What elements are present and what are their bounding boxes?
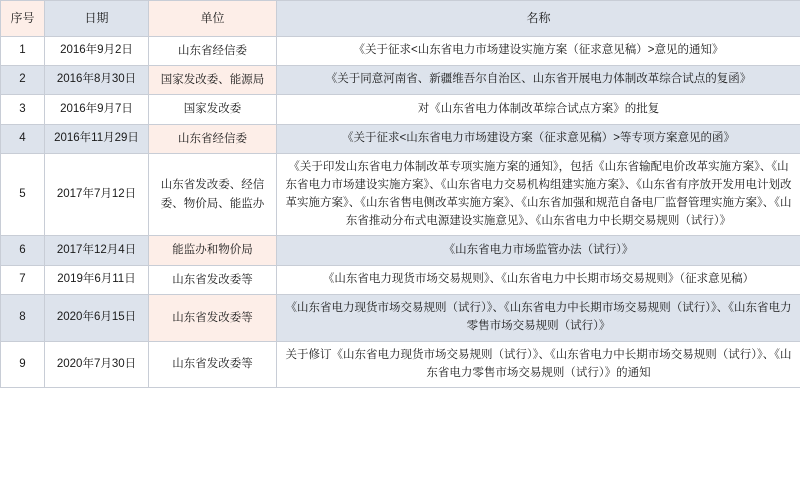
column-header-sequence: 序号 — [1, 1, 45, 37]
cell-date: 2017年7月12日 — [45, 154, 149, 236]
cell-name: 《关于征求<山东省电力市场建设方案（征求意见稿）>等专项方案意见的函》 — [277, 124, 800, 153]
cell-sequence: 5 — [1, 154, 45, 236]
table-row — [1, 236, 800, 265]
cell-name: 《山东省电力现货市场交易规则（试行）》、《山东省电力中长期市场交易规则（试行）》、《山东省电力零售市场交易规则（试行）》 — [277, 295, 800, 342]
table-row — [1, 341, 800, 388]
cell-name: 关于修订《山东省电力现货市场交易规则（试行）》、《山东省电力中长期市场交易规则（试行）》、《山东省电力零售市场交易规则（试行）》的通知 — [277, 341, 800, 388]
cell-name: 《关于征求<山东省电力市场建设实施方案（征求意见稿）>意见的通知》 — [277, 36, 800, 65]
column-header-date: 日期 — [45, 1, 149, 37]
cell-sequence: 6 — [1, 236, 45, 265]
cell-date: 2016年9月2日 — [45, 36, 149, 65]
cell-sequence: 3 — [1, 95, 45, 124]
cell-unit: 国家发改委 — [149, 95, 277, 124]
cell-name: 《关于印发山东省电力体制改革专项实施方案的通知》，包括《山东省输配电价改革实施方案》、《山东省电力市场建设实施方案》、《山东省电力交易机构组建实施方案》、《山东省有序放开发用电计划改革实施方案》、《山东省售电侧改革实施方案》、《山东省加强和规范自备电厂监督管理实施方案》、《山东省推动分布式电源建设实施意见》、《山东省电力中长期交易规则（试行）》 — [277, 154, 800, 236]
cell-name: 《山东省电力市场监管办法（试行）》 — [277, 236, 800, 265]
cell-unit: 山东省经信委 — [149, 124, 277, 153]
column-header-unit: 单位 — [149, 1, 277, 37]
cell-unit: 能监办和物价局 — [149, 236, 277, 265]
cell-unit: 山东省发改委等 — [149, 265, 277, 294]
cell-date: 2020年7月30日 — [45, 341, 149, 388]
cell-sequence: 7 — [1, 265, 45, 294]
table-row — [1, 65, 800, 94]
cell-date: 2016年8月30日 — [45, 65, 149, 94]
cell-sequence: 9 — [1, 341, 45, 388]
cell-name: 《关于同意河南省、新疆维吾尔自治区、山东省开展电力体制改革综合试点的复函》 — [277, 65, 800, 94]
table-row — [1, 36, 800, 65]
cell-date: 2020年6月15日 — [45, 295, 149, 342]
cell-date: 2019年6月11日 — [45, 265, 149, 294]
column-header-name: 名称 — [277, 1, 800, 37]
table-row — [1, 154, 800, 236]
table-header-row — [1, 1, 800, 37]
table-row — [1, 124, 800, 153]
cell-sequence: 8 — [1, 295, 45, 342]
cell-unit: 山东省发改委、经信委、物价局、能监办 — [149, 154, 277, 236]
cell-unit: 山东省发改委等 — [149, 341, 277, 388]
cell-unit: 国家发改委、能源局 — [149, 65, 277, 94]
table-row — [1, 265, 800, 294]
cell-sequence: 1 — [1, 36, 45, 65]
cell-name: 《山东省电力现货市场交易规则》、《山东省电力中长期市场交易规则》（征求意见稿） — [277, 265, 800, 294]
table-row — [1, 295, 800, 342]
table-row — [1, 95, 800, 124]
cell-sequence: 2 — [1, 65, 45, 94]
cell-unit: 山东省经信委 — [149, 36, 277, 65]
cell-date: 2016年9月7日 — [45, 95, 149, 124]
cell-date: 2017年12月4日 — [45, 236, 149, 265]
cell-sequence: 4 — [1, 124, 45, 153]
cell-date: 2016年11月29日 — [45, 124, 149, 153]
cell-unit: 山东省发改委等 — [149, 295, 277, 342]
cell-name: 对《山东省电力体制改革综合试点方案》的批复 — [277, 95, 800, 124]
